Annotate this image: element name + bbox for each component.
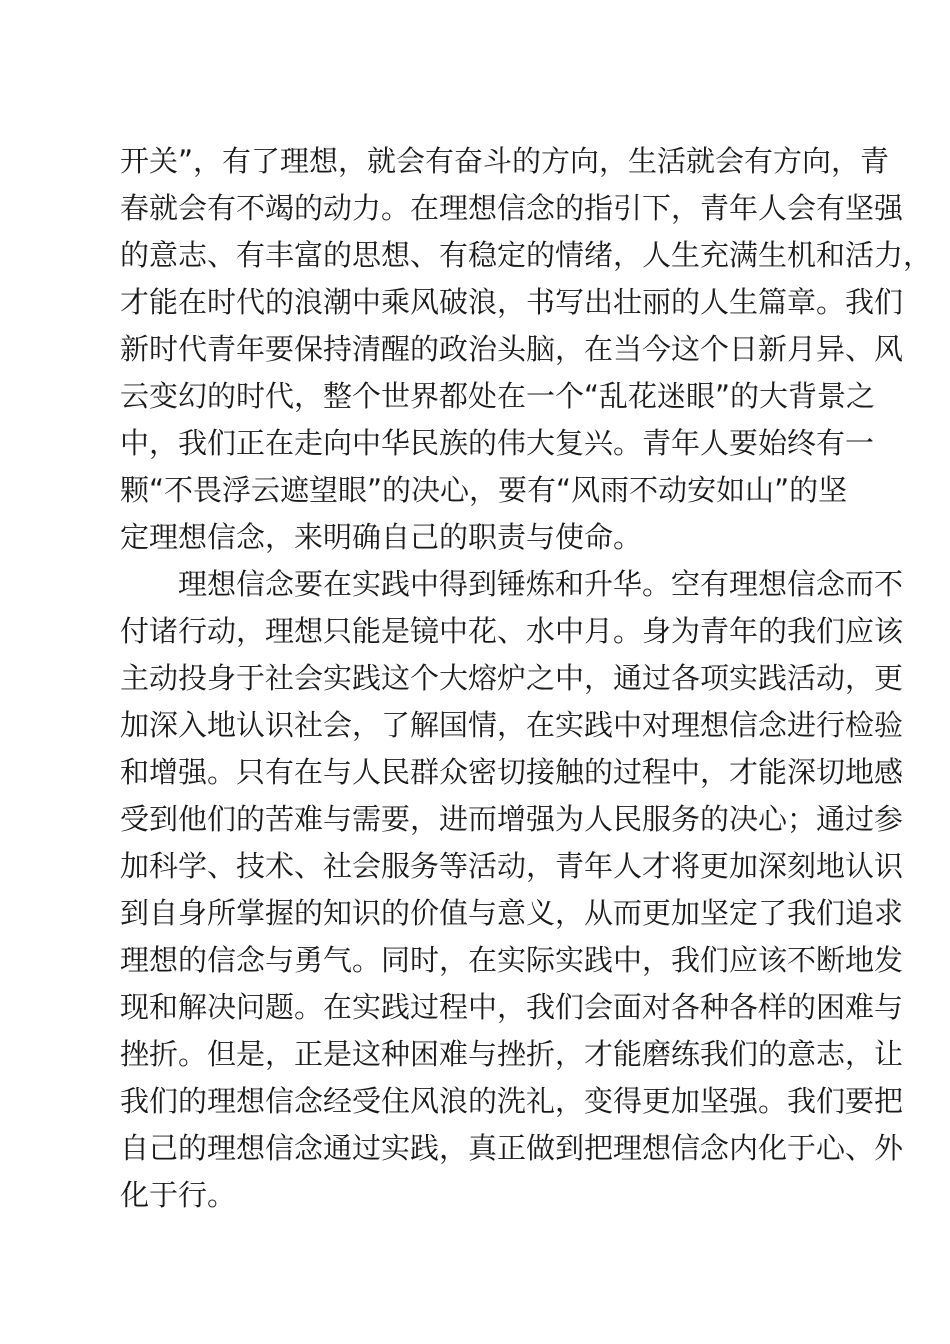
text-line-13: 加深入地认识社会，了解国情，在实践中对理想信念进行检验 [120,708,904,742]
text-line-22: 自己的理想信念通过实践，真正做到把理想信念内化于心、外 [120,1131,904,1165]
text-line-6: 云变幻的时代，整个世界都处在一个“乱花迷眼”的大背景之 [120,379,876,413]
text-line-17: 到自身所掌握的知识的价值与意义，从而更加坚定了我们追求 [120,896,904,930]
text-line-8: 颗“不畏浮云遮望眼”的决心，要有“风雨不动安如山”的坚 [120,473,848,507]
text-line-4: 才能在时代的浪潮中乘风破浪，书写出壮丽的人生篇章。我们 [120,285,904,319]
text-line-1: 开关”，有了理想，就会有奋斗的方向，生活就会有方向，青 [120,144,890,178]
text-line-3: 的意志、有丰富的思想、有稳定的情绪，人生充满生机和活力， [120,238,933,272]
text-line-11: 付诸行动，理想只能是镜中花、水中月。身为青年的我们应该 [120,614,904,648]
text-line-19: 现和解决问题。在实践过程中，我们会面对各种各样的困难与 [120,990,904,1024]
text-line-7: 中，我们正在走向中华民族的伟大复兴。青年人要始终有一 [120,426,875,460]
text-line-14: 和增强。只有在与人民群众密切接触的过程中，才能深切地感 [120,755,904,789]
text-line-5: 新时代青年要保持清醒的政治头脑，在当今这个日新月异、风 [120,332,904,366]
text-line-9: 定理想信念，来明确自己的职责与使命。 [120,520,643,554]
text-line-15: 受到他们的苦难与需要，进而增强为人民服务的决心；通过参 [120,802,904,836]
text-line-18: 理想的信念与勇气。同时，在实际实践中，我们应该不断地发 [120,943,904,977]
text-line-2: 春就会有不竭的动力。在理想信念的指引下，青年人会有坚强 [120,191,904,225]
text-line-12: 主动投身于社会实践这个大熔炉之中，通过各项实践活动，更 [120,661,904,695]
text-line-23: 化于行。 [120,1178,237,1212]
text-line-21: 我们的理想信念经受住风浪的洗礼，变得更加坚强。我们要把 [120,1084,904,1118]
paragraph-2-line-1: 理想信念要在实践中得到锤炼和升华。空有理想信念而不 [178,567,904,601]
text-line-16: 加科学、技术、社会服务等活动，青年人才将更加深刻地认识 [120,849,904,883]
text-line-20: 挫折。但是，正是这种困难与挫折，才能磨练我们的意志，让 [120,1037,904,1071]
